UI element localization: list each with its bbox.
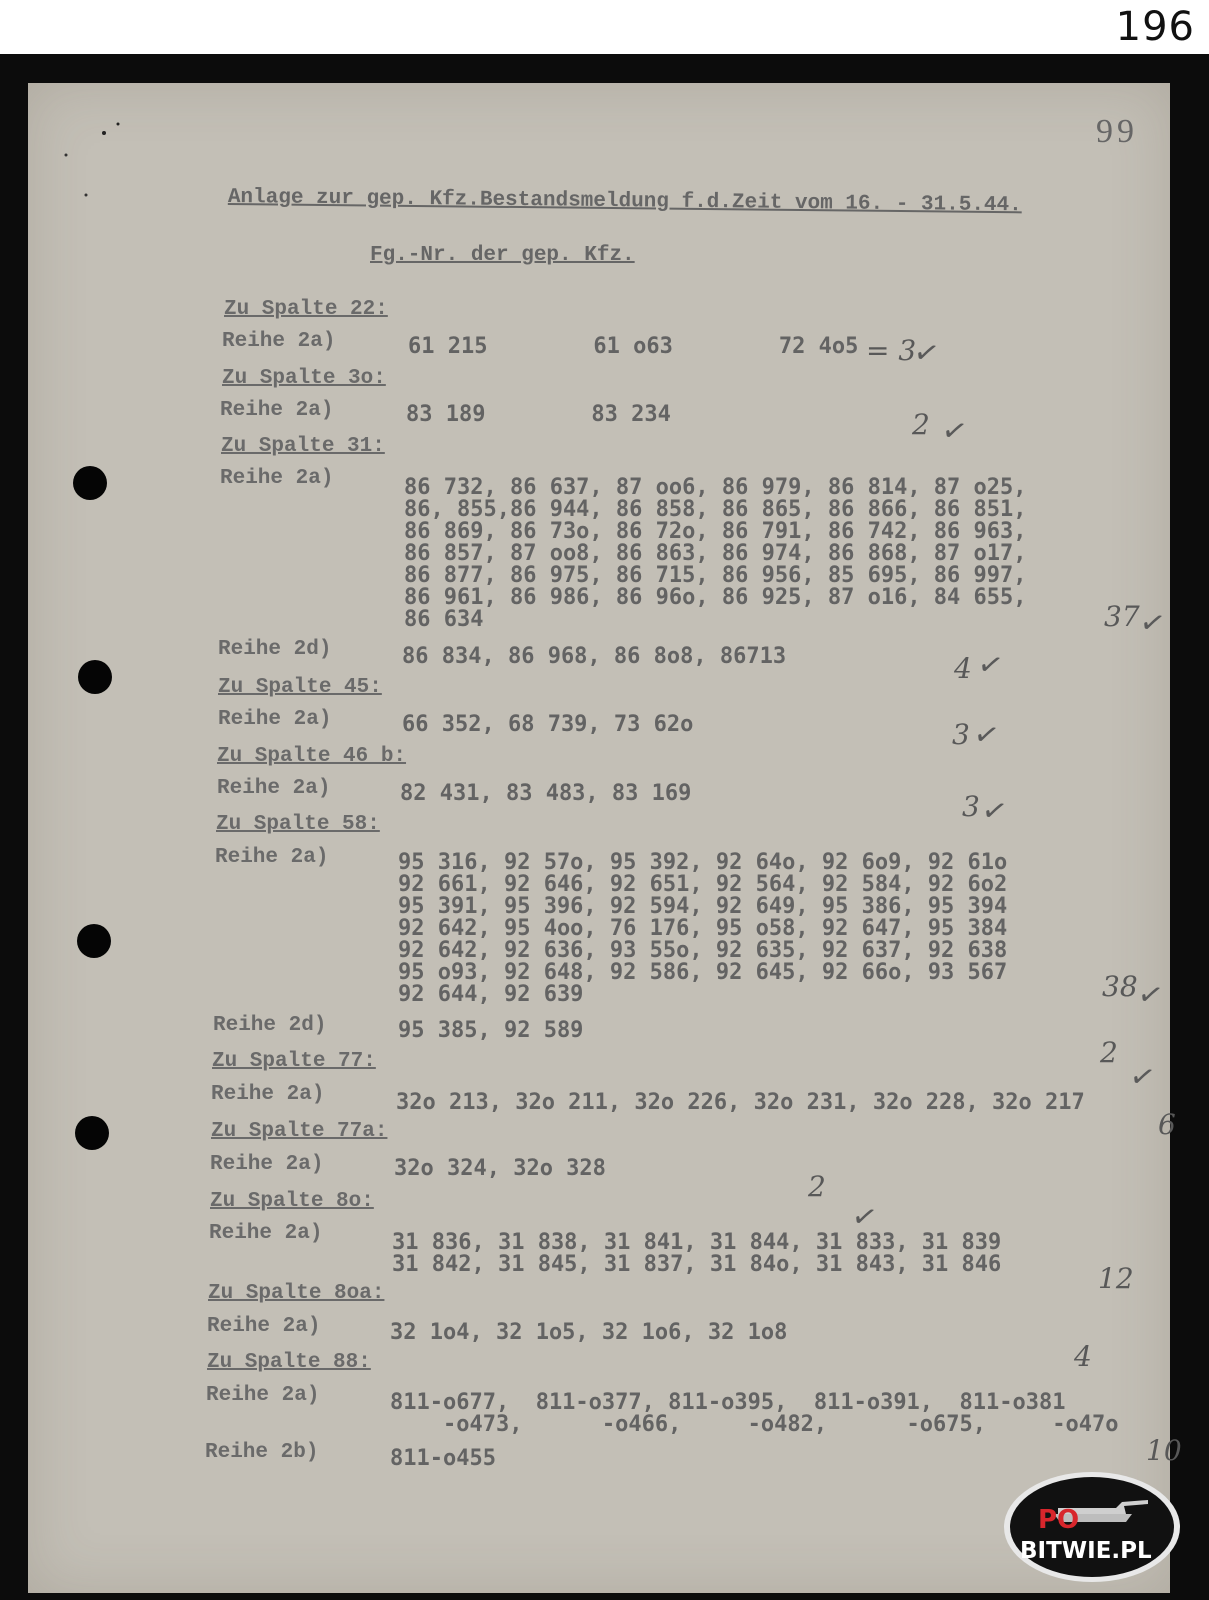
check-mark-icon: ✓ <box>1134 975 1167 1016</box>
row-label: Reihe 2a) <box>215 846 329 869</box>
section-heading: Zu Spalte 31: <box>221 435 385 458</box>
section-heading: Zu Spalte 88: <box>207 1351 371 1374</box>
document-title: Anlage zur gep. Kfz.Bestandsmeldung f.d.Zeit vom 16. - 31.5.44. <box>227 186 1022 218</box>
row-values: 32o 324, 32o 328 <box>394 1156 606 1181</box>
svg-text:BITWIE.PL: BITWIE.PL <box>1020 1538 1152 1564</box>
handwritten-count: 12 <box>1098 1262 1134 1295</box>
row-values: 66 352, 68 739, 73 62o <box>402 712 694 737</box>
handwritten-count: 2 <box>808 1170 826 1203</box>
punch-hole-3 <box>77 924 111 958</box>
row-values: 86 732, 86 637, 87 oo6, 86 979, 86 814, 87 o25, 86, 855,86 944, 86 858, 86 865, 86 866, 86 851, 86 869, 86 73o, 86 72o, 86 791, 86 742, 86 963, 86 857, 87 oo8, 86 863, 86 974, 86 868, 87 o17, 86 877, 86 975, 86 715, 86 956, 85 695, 86 997, 86 961, 86 986, 86 96o, 86 925, 87 o16, 84 655, 86 634 <box>404 475 1027 632</box>
handwritten-count: 38 <box>1102 970 1138 1003</box>
row-values: 95 316, 92 57o, 95 392, 92 64o, 92 6o9, 92 61o 92 661, 92 646, 92 651, 92 564, 92 584, 92 6o2 95 391, 95 396, 92 594, 92 649, 95 386, 95 394 92 642, 95 4oo, 76 176, 95 o58, 92 647, 95 384 92 642, 92 636, 93 55o, 92 635, 92 637, 92 638 95 o93, 92 648, 92 586, 92 645, 92 66o, 93 567 92 644, 92 639 <box>398 850 1008 1007</box>
folio-number: 99 <box>1096 113 1138 150</box>
check-mark-icon: ✓ <box>848 1197 881 1238</box>
handwritten-count: 2 <box>912 408 930 441</box>
row-label: Reihe 2a) <box>220 399 334 422</box>
check-mark-icon: ✓ <box>1136 603 1169 644</box>
row-values: 82 431, 83 483, 83 169 <box>400 781 692 806</box>
row-values: 86 834, 86 968, 86 8o8, 86713 <box>402 644 787 669</box>
section-heading: Zu Spalte 3o: <box>222 367 386 390</box>
row-label: Reihe 2a) <box>218 708 332 731</box>
section-heading: Zu Spalte 45: <box>218 676 382 699</box>
check-mark-icon: ✓ <box>910 333 943 374</box>
handwritten-count: = 3 <box>866 334 917 367</box>
row-values: 95 385, 92 589 <box>398 1018 584 1043</box>
document-subtitle: Fg.-Nr. der gep. Kfz. <box>370 244 635 267</box>
punch-hole-2 <box>78 660 112 694</box>
section-heading: Zu Spalte 46 b: <box>217 745 407 768</box>
row-label: Reihe 2b) <box>205 1441 319 1464</box>
handwritten-count: 6 <box>1158 1108 1176 1141</box>
row-values: 32 1o4, 32 1o5, 32 1o6, 32 1o8 <box>390 1320 788 1345</box>
handwritten-count: 10 <box>1146 1434 1182 1467</box>
punch-hole-4 <box>75 1116 109 1150</box>
row-label: Reihe 2a) <box>211 1083 325 1106</box>
punch-hole-1 <box>73 466 107 500</box>
section-heading: Zu Spalte 8oa: <box>208 1282 385 1305</box>
viewer-top-bar <box>0 0 1209 54</box>
handwritten-count: 3 <box>962 790 980 823</box>
check-mark-icon: ✓ <box>1126 1057 1159 1098</box>
section-heading: Zu Spalte 58: <box>216 813 380 836</box>
row-label: Reihe 2d) <box>218 638 332 661</box>
row-values: 811-o677, 811-o377, 811-o395, 811-o391, 811-o381 -o473, -o466, -o482, -o675, -o47o <box>390 1390 1119 1437</box>
row-label: Reihe 2a) <box>207 1315 321 1338</box>
handwritten-count: 3 <box>952 718 970 751</box>
paper-specks <box>60 115 140 205</box>
check-mark-icon: ✓ <box>970 715 1003 756</box>
row-label: Reihe 2a) <box>222 330 336 353</box>
row-values: 811-o455 <box>390 1446 496 1471</box>
document-page <box>28 83 1170 1593</box>
row-values: 31 836, 31 838, 31 841, 31 844, 31 833, 31 839 31 842, 31 845, 31 837, 31 84o, 31 843, 31 846 <box>392 1230 1002 1277</box>
row-label: Reihe 2a) <box>210 1153 324 1176</box>
section-heading: Zu Spalte 77: <box>212 1050 376 1073</box>
row-label: Reihe 2a) <box>217 777 331 800</box>
check-mark-icon: ✓ <box>974 645 1007 686</box>
row-label: Reihe 2a) <box>209 1222 323 1245</box>
row-values: 32o 213, 32o 211, 32o 226, 32o 231, 32o 228, 32o 217 <box>396 1090 1085 1115</box>
section-heading: Zu Spalte 77a: <box>211 1120 388 1143</box>
handwritten-count: 4 <box>1074 1340 1092 1373</box>
row-label: Reihe 2a) <box>206 1384 320 1407</box>
handwritten-count: 2 <box>1100 1036 1118 1069</box>
row-label: Reihe 2d) <box>213 1014 327 1037</box>
svg-text:PO: PO <box>1038 1505 1080 1535</box>
handwritten-count: 4 <box>954 652 972 685</box>
section-heading: Zu Spalte 8o: <box>210 1190 374 1213</box>
pobitwie-logo-icon <box>998 1468 1188 1586</box>
row-values: 83 189 83 234 <box>406 402 671 427</box>
handwritten-count: 37 <box>1104 600 1140 633</box>
page-counter: 196 <box>1115 4 1195 50</box>
check-mark-icon: ✓ <box>938 411 971 452</box>
section-heading: Zu Spalte 22: <box>224 298 388 321</box>
row-values: 61 215 61 o63 72 4o5 <box>408 334 859 359</box>
row-label: Reihe 2a) <box>220 467 334 490</box>
check-mark-icon: ✓ <box>978 791 1011 832</box>
